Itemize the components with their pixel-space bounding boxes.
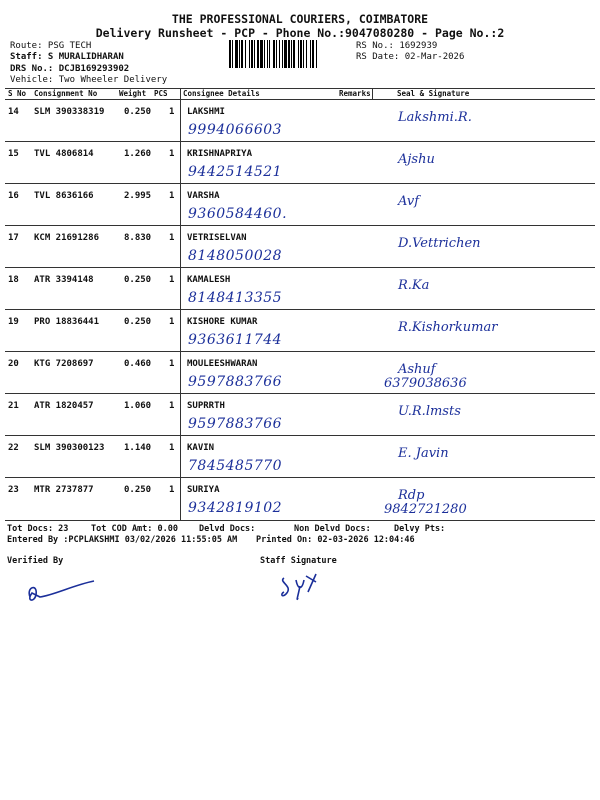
row-consignment: SLM 390338319 [34,107,105,117]
row-signature: D.Vettrichen [398,236,481,251]
runsheet-subtitle: Delivery Runsheet - PCP - Phone No.:9047080280 - Page No.:2 [95,26,505,40]
staff-signature-label: Staff Signature [260,556,337,566]
row-weight: 8.830 [124,233,152,243]
row-signature: R.Ka [398,278,430,293]
total-cod: Tot COD Amt: 0.00 [91,524,178,534]
row-sno: 15 [8,149,19,159]
table-row [0,310,600,352]
row-signature: R.Kishorkumar [398,320,498,335]
row-consignee-phone: 9360584460. [188,206,288,222]
row-consignee-name: VARSHA [187,191,220,201]
row-consignment: ATR 3394148 [34,275,94,285]
row-consignee-phone: 8148413355 [188,290,283,306]
col-remarks: Remarks [339,89,371,98]
row-consignment: SLM 390300123 [34,443,105,453]
staff-signature [276,568,336,604]
row-sno: 18 [8,275,19,285]
row-sno: 14 [8,107,19,117]
row-sno: 20 [8,359,19,369]
row-consignment: MTR 2737877 [34,485,94,495]
company-title: THE PROFESSIONAL COURIERS, COIMBATORE [171,12,429,26]
row-consignee-name: SUPRRTH [187,401,225,411]
row-weight: 1.140 [124,443,152,453]
row-signature: Avf [398,194,420,209]
rs-number: RS No.: 1692939 [356,41,438,51]
row-consignee-phone: 8148050028 [188,248,283,264]
row-consignee-phone: 9597883766 [188,374,283,390]
row-weight: 1.060 [124,401,152,411]
table-row [0,142,600,184]
row-pcs: 1 [169,107,175,117]
verified-by-label: Verified By [7,556,64,566]
row-consignee-name: SURIYA [187,485,220,495]
row-signature: E. Javin [398,446,449,461]
remarks-column-rule [372,88,373,100]
col-consignment: Consignment No [34,89,98,98]
table-row [0,184,600,226]
col-pcs: PCS [154,89,168,98]
row-signature-phone: 9842721280 [384,502,467,517]
table-row [0,268,600,310]
row-signature: U.R.lmsts [398,404,461,419]
row-signature: Ashuf [398,362,436,377]
row-consignment: KTG 7208697 [34,359,94,369]
printed-on: Printed On: 02-03-2026 12:04:46 [256,535,415,545]
row-weight: 1.260 [124,149,152,159]
row-consignment: TVL 8636166 [34,191,94,201]
verifier-signature [24,575,104,607]
row-consignee-name: KAMALESH [187,275,231,285]
row-consignment: KCM 21691286 [34,233,100,243]
entered-by: Entered By :PCPLAKSHMI 03/02/2026 11:55:05 AM [7,535,238,545]
non-delivered-docs: Non Delvd Docs: [294,524,371,534]
row-pcs: 1 [169,317,175,327]
col-weight: Weight [119,89,147,98]
row-weight: 0.250 [124,317,152,327]
col-sno: S No [8,89,27,98]
row-sno: 19 [8,317,19,327]
row-consignee-name: MOULEESHWARAN [187,359,258,369]
row-signature: Rdp [398,488,425,503]
row-consignee-name: VETRISELVAN [187,233,247,243]
row-signature-phone: 6379038636 [384,376,467,391]
barcode [228,40,352,68]
row-consignee-phone: 9442514521 [188,164,283,180]
row-consignee-phone: 9597883766 [188,416,283,432]
row-pcs: 1 [169,359,175,369]
row-sno: 17 [8,233,19,243]
row-pcs: 1 [169,485,175,495]
row-consignee-name: LAKSHMI [187,107,225,117]
row-consignment: ATR 1820457 [34,401,94,411]
row-weight: 2.995 [124,191,152,201]
row-weight: 0.250 [124,485,152,495]
row-consignee-phone: 7845485770 [188,458,283,474]
row-weight: 0.250 [124,107,152,117]
row-pcs: 1 [169,191,175,201]
table-row [0,478,600,520]
delivery-points: Delvy Pts: [394,524,446,534]
vehicle-info: Vehicle: Two Wheeler Delivery [10,75,168,85]
row-consignee-name: KAVIN [187,443,215,453]
row-sno: 21 [8,401,19,411]
row-pcs: 1 [169,275,175,285]
row-consignee-phone: 9342819102 [188,500,283,516]
row-consignee-name: KISHORE KUMAR [187,317,258,327]
rs-date: RS Date: 02-Mar-2026 [356,52,465,62]
row-signature: Lakshmi.R. [398,110,472,125]
col-consignee: Consignee Details [183,89,260,98]
row-weight: 0.250 [124,275,152,285]
table-row [0,100,600,142]
row-consignee-name: KRISHNAPRIYA [187,149,253,159]
row-sno: 22 [8,443,19,453]
row-pcs: 1 [169,149,175,159]
table-row [0,436,600,478]
table-bottom-rule [5,520,595,521]
row-pcs: 1 [169,233,175,243]
row-pcs: 1 [169,443,175,453]
row-consignee-phone: 9994066603 [188,122,283,138]
row-consignment: PRO 18836441 [34,317,100,327]
staff-info: Staff: S MURALIDHARAN [10,52,124,62]
row-consignment: TVL 4806814 [34,149,94,159]
row-pcs: 1 [169,401,175,411]
row-sno: 23 [8,485,19,495]
drs-info: DRS No.: DCJB169293902 [10,64,130,74]
row-weight: 0.460 [124,359,152,369]
table-row [0,226,600,268]
table-row [0,394,600,436]
row-sno: 16 [8,191,19,201]
row-signature: Ajshu [398,152,435,167]
delivered-docs: Delvd Docs: [199,524,256,534]
row-consignee-phone: 9363611744 [188,332,283,348]
table-row [0,352,600,394]
route-info: Route: PSG TECH [10,41,92,51]
total-docs: Tot Docs: 23 [7,524,69,534]
col-seal: Seal & Signature [397,89,470,98]
